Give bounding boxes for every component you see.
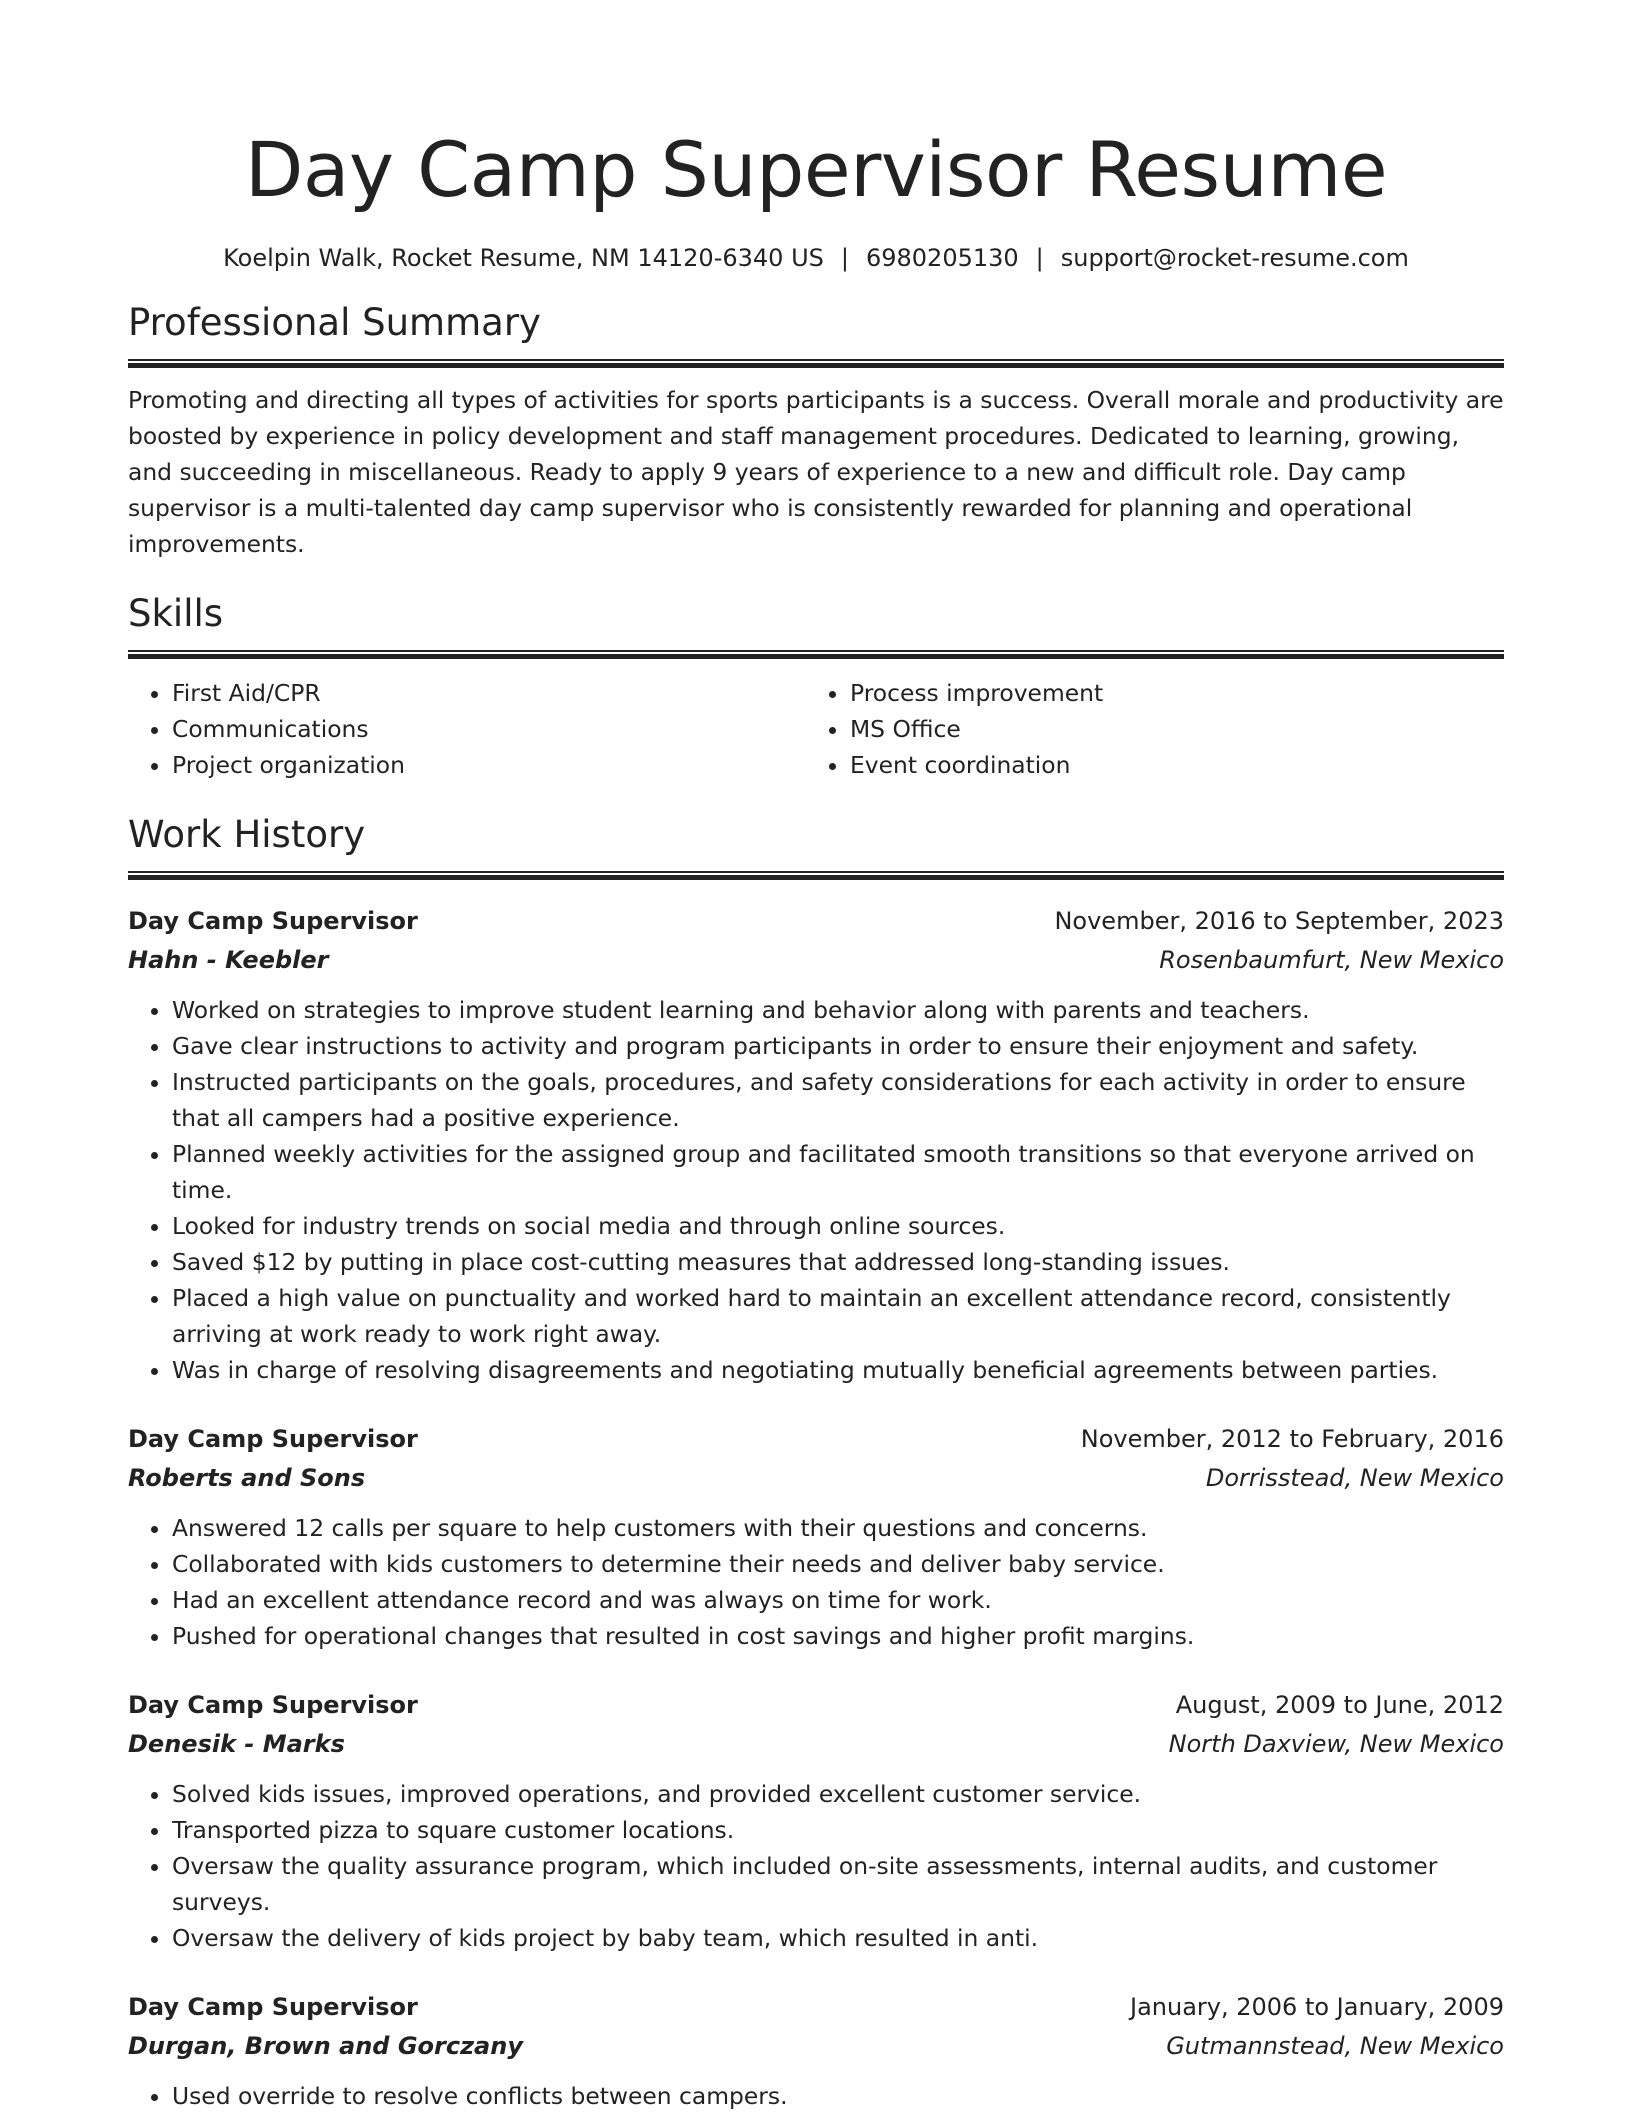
skills-list — [128, 675, 1504, 783]
job-location: Dorrisstead, New Mexico — [1205, 1464, 1504, 1492]
summary-heading: Professional Summary — [128, 301, 541, 344]
job-location: Gutmannstead, New Mexico — [1166, 2032, 1504, 2060]
job-dates: November, 2016 to September, 2023 — [1054, 907, 1504, 935]
job-dates: August, 2009 to June, 2012 — [1175, 1691, 1504, 1719]
job-company: Durgan, Brown and Gorczany — [128, 2032, 523, 2060]
job-entry — [128, 1988, 1504, 2114]
contact-email: support@rocket-resume.com — [1060, 244, 1409, 272]
job-bullets — [128, 1510, 1504, 1654]
skill-item: • Event coordination — [850, 747, 1484, 783]
job-location: North Daxview, New Mexico — [1168, 1730, 1504, 1758]
contact-line — [128, 241, 1504, 275]
job-company: Hahn - Keebler — [128, 946, 329, 974]
job-company: Roberts and Sons — [128, 1464, 366, 1492]
job-bullets — [128, 1776, 1504, 1956]
job-bullet: • Solved kids issues, improved operations, and provided excellent customer service. — [172, 1776, 1504, 1812]
skill-item: • Process improvement — [850, 675, 1484, 711]
contact-separator: | — [1035, 244, 1044, 272]
job-dates: November, 2012 to February, 2016 — [1080, 1425, 1504, 1453]
job-bullet: • Collaborated with kids customers to determine their needs and deliver baby service. — [172, 1546, 1504, 1582]
job-title: Day Camp Supervisor — [128, 1425, 418, 1453]
section-divider — [128, 359, 1504, 368]
job-bullet: • Saved $12 by putting in place cost-cutting measures that addressed long-standing issues. — [172, 1244, 1504, 1280]
job-bullet: • Looked for industry trends on social media and through online sources. — [172, 1208, 1504, 1244]
job-location: Rosenbaumfurt, New Mexico — [1159, 946, 1504, 974]
job-bullet: • Used override to resolve conflicts between campers. — [172, 2078, 1504, 2114]
section-divider — [128, 871, 1504, 880]
resume-page — [128, 0, 1504, 2114]
job-bullets — [128, 992, 1504, 1388]
job-bullet: • Had an excellent attendance record and was always on time for work. — [172, 1582, 1504, 1618]
summary-text: Promoting and directing all types of activities for sports participants is a success. Overall morale and productivity are boosted by experience in policy development and staff management procedures. Dedicated to learning, growing, and succeeding in miscellaneous. Ready to apply 9 years of experience to a new and difficult role. Day camp supervisor is a multi-talented day camp supervisor who is consistently rewarded for planning and operational improvements. — [128, 386, 1504, 558]
contact-phone: 6980205130 — [865, 244, 1019, 272]
skills-heading: Skills — [128, 592, 224, 635]
job-dates: January, 2006 to January, 2009 — [1130, 1993, 1504, 2021]
job-entry — [128, 902, 1504, 1388]
job-bullet: • Transported pizza to square customer locations. — [172, 1812, 1504, 1848]
job-company: Denesik - Marks — [128, 1730, 345, 1758]
job-bullet: • Planned weekly activities for the assigned group and facilitated smooth transitions so that everyone arrived on time. — [172, 1136, 1504, 1208]
section-divider — [128, 650, 1504, 659]
resume-title: Day Camp Supervisor Resume — [244, 125, 1388, 214]
skill-item: • MS Office — [850, 711, 1484, 747]
job-bullet: • Oversaw the delivery of kids project by baby team, which resulted in anti. — [172, 1920, 1504, 1956]
job-entry — [128, 1420, 1504, 1654]
job-title: Day Camp Supervisor — [128, 1993, 418, 2021]
contact-address: Koelpin Walk, Rocket Resume, NM 14120-6340 US — [223, 244, 824, 272]
job-title: Day Camp Supervisor — [128, 1691, 418, 1719]
job-bullet: • Was in charge of resolving disagreements and negotiating mutually beneficial agreements between parties. — [172, 1352, 1504, 1388]
job-bullet: • Placed a high value on punctuality and worked hard to maintain an excellent attendance record, consistently arriving at work ready to work right away. — [172, 1280, 1504, 1352]
job-bullet: • Worked on strategies to improve student learning and behavior along with parents and teachers. — [172, 992, 1504, 1028]
skill-item: • Project organization — [172, 747, 806, 783]
skill-item: • Communications — [172, 711, 806, 747]
job-bullets — [128, 2078, 1504, 2114]
contact-separator: | — [840, 244, 849, 272]
job-entry — [128, 1686, 1504, 1956]
work-history-heading: Work History — [128, 813, 366, 856]
job-bullet: • Gave clear instructions to activity and program participants in order to ensure their enjoyment and safety. — [172, 1028, 1504, 1064]
job-bullet: • Oversaw the quality assurance program, which included on-site assessments, internal audits, and customer surveys. — [172, 1848, 1504, 1920]
job-bullet: • Answered 12 calls per square to help customers with their questions and concerns. — [172, 1510, 1504, 1546]
job-title: Day Camp Supervisor — [128, 907, 418, 935]
skill-item: • First Aid/CPR — [172, 675, 806, 711]
job-bullet: • Pushed for operational changes that resulted in cost savings and higher profit margins. — [172, 1618, 1504, 1654]
skills-column-left — [128, 675, 806, 783]
skills-column-right — [806, 675, 1484, 783]
job-bullet: • Instructed participants on the goals, procedures, and safety considerations for each activity in order to ensure that all campers had a positive experience. — [172, 1064, 1504, 1136]
